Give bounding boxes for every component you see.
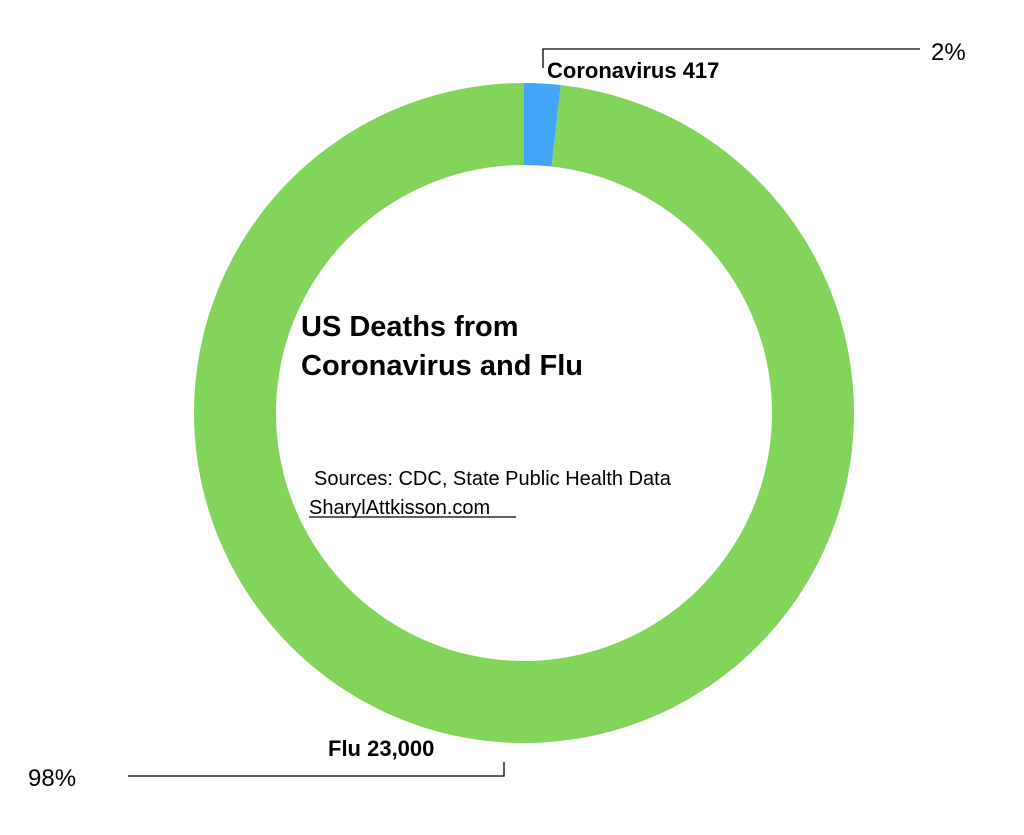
chart-title-line-1: US Deaths from [301, 311, 519, 343]
chart-title-line-2: Coronavirus and Flu [301, 350, 583, 382]
donut-slices [194, 83, 854, 743]
chart-sources: Sources: CDC, State Public Health Data [314, 468, 671, 490]
coronavirus-slice-label: Coronavirus 417 [547, 58, 720, 83]
flu-percent-label: 98% [28, 765, 77, 792]
flu-slice-label: Flu 23,000 [328, 736, 435, 761]
flu-leader-line [128, 762, 504, 776]
chart-credit: SharylAttkisson.com [309, 497, 491, 519]
donut-slice-flu [194, 83, 854, 743]
coronavirus-percent-label: 2% [931, 39, 966, 66]
